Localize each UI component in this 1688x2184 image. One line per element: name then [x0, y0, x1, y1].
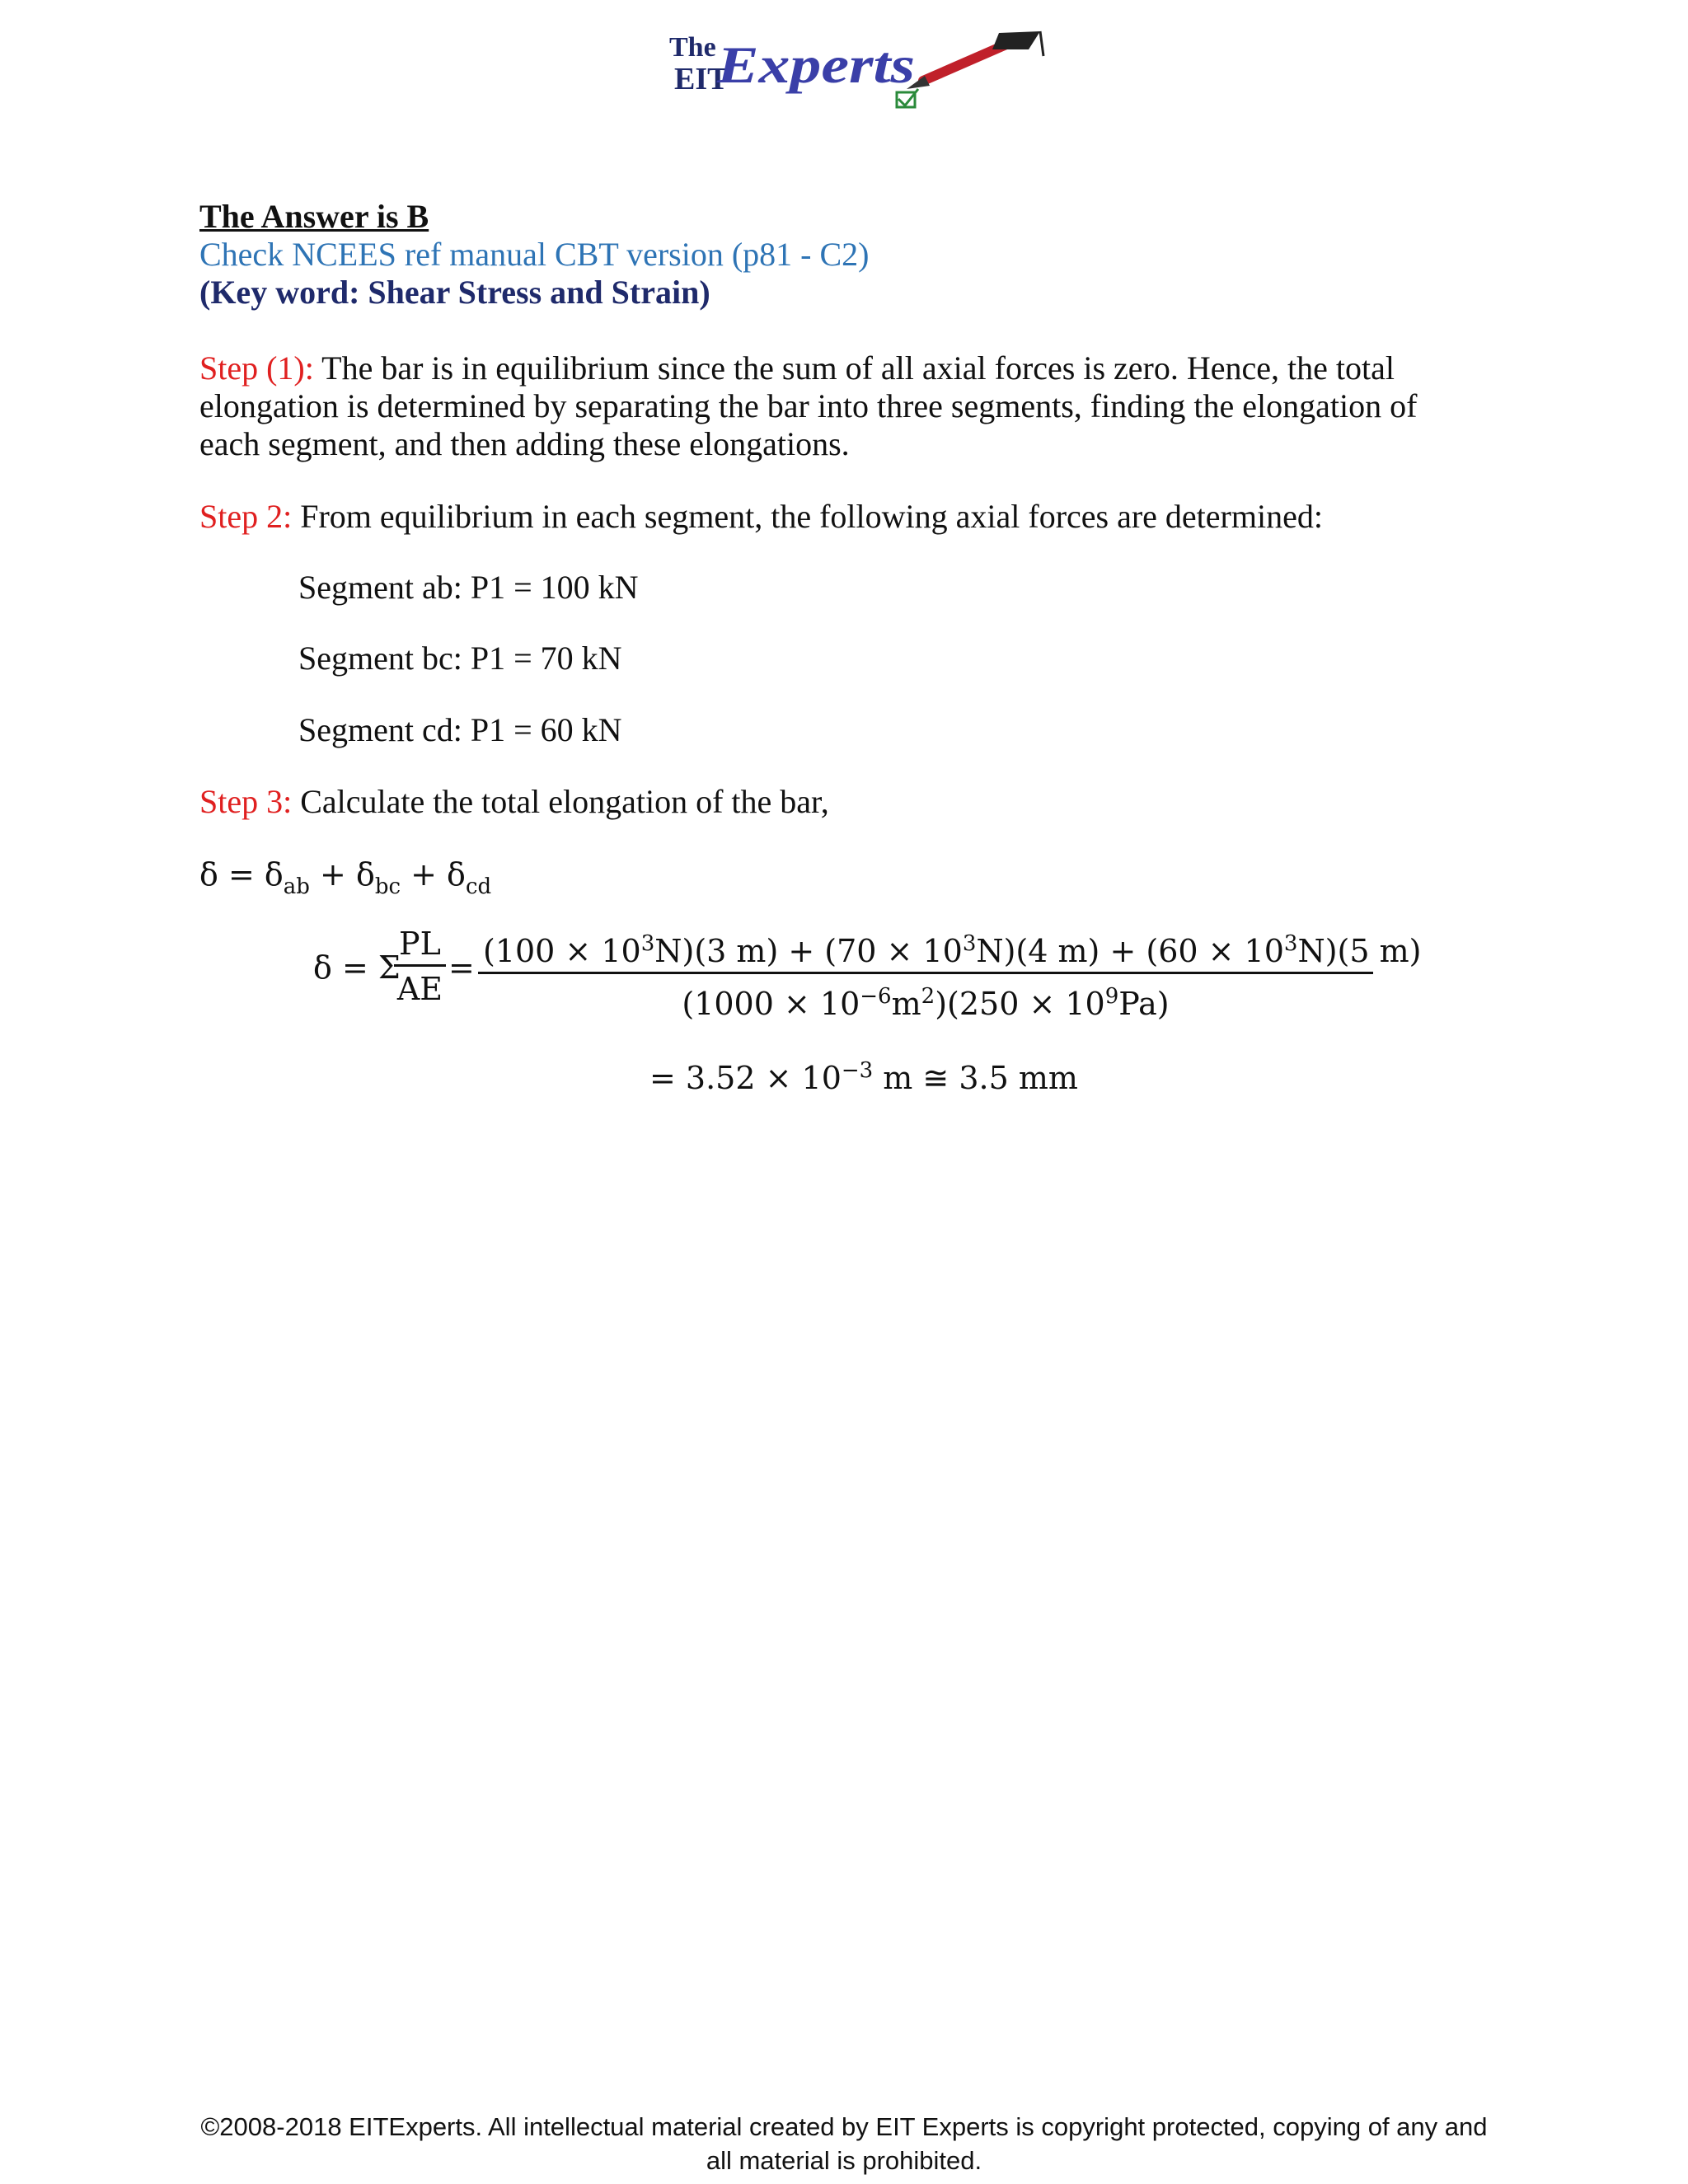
step-3-paragraph — [199, 783, 1485, 821]
copyright-footer — [0, 2110, 1688, 2177]
keyword-note: (Key word: Shear Stress and Strain) — [199, 274, 710, 311]
graduation-pen-icon — [907, 31, 1043, 89]
segment-ab: Segment ab: P1 = 100 kN — [298, 569, 639, 606]
copyright-line-1: ©2008-2018 EITExperts. All intellectual material created by EIT Experts is copyright protected, copying of any and — [200, 2112, 1488, 2141]
step-3-label: Step 3: — [199, 783, 293, 820]
step-1-paragraph — [199, 349, 1485, 463]
logo-experts: Experts — [715, 35, 915, 94]
step-2-paragraph — [199, 498, 1485, 536]
answer-heading: The Answer is B — [199, 198, 429, 235]
elongation-result: = $3.52 \times 10^{-3}$ m ≅ 3.5 mm — [649, 1058, 1078, 1096]
eit-experts-logo — [659, 16, 1047, 115]
document-page: The EIT Experts The Answer is B Check NCEES ref manual CBT version (p81 - C2) (Key word: Shear Stress and Strain) Step (1): The bar is in equilibrium since the sum of all axial forces is zero. Hence, the total elongation is determined by separating the bar into three segments, finding the elongation of each segment, and then adding these elongations. Step 2: From equilibrium in each segment, the following axial forces are determined: Segment ab: P1 = 100 kN Segment bc: P1 = 70 kN Segment cd: P1 = 60 kN Step 3: Calculate the total elongation of the bar, $\delta = \delta_{ab} + \delta_{bc} + \delta_{cd}$ δ = Σ $\frac{PL}{AE}$ = $\frac{(100 \times 10^3N)(3 m) + (70 \times 10^3N)(4 m) + (60 \times 10^3N)(5 m)}{(1000 \times 10^{-6}m^2)(250 \times 10^9Pa)}$ = $3.52 \times 10^{-3}$ m ≅ 3.5 mm ©2008-2018 EITExperts. All intellectual material created by EIT Experts is copyright protected, copying of any and all material is prohibited. — [0, 0, 1688, 2184]
reference-note: Check NCEES ref manual CBT version (p81 - C2) — [199, 236, 870, 273]
sum-lhs: δ = Σ — [313, 949, 401, 986]
logo-eit: EIT — [674, 62, 729, 96]
total-elongation-equation: $\delta = \delta_{ab} + \delta_{bc} + \delta_{cd}$ — [199, 856, 492, 899]
copyright-line-2: all material is prohibited. — [706, 2146, 982, 2175]
logo-the: The — [669, 32, 716, 63]
segment-bc: Segment bc: P1 = 70 kN — [298, 640, 622, 677]
step-1-label: Step (1): — [199, 349, 314, 387]
fraction-denominator: $(1000 \times 10^{-6}m^2)(250 \times 10^9Pa)$ — [682, 984, 1170, 1022]
step-3-text: Calculate the total elongation of the bar, — [292, 783, 829, 820]
step-2-label: Step 2: — [199, 498, 293, 535]
segment-cd: Segment cd: P1 = 60 kN — [298, 711, 622, 748]
step-2-text: From equilibrium in each segment, the following axial forces are determined: — [292, 498, 1323, 535]
fraction-numerator: $(100 \times 10^3N)(3$ $m) + (70 \times 10^3N)(4$ $m) + (60 \times 10^3N)(5$ m) — [478, 923, 1373, 974]
equals-sign: = — [448, 949, 475, 986]
checkbox-icon — [897, 89, 918, 107]
step-1-text: The bar is in equilibrium since the sum of all axial forces is zero. Hence, the total elongation is determined by separating the bar into three segments, finding the elongation of each segment, and then adding these elongations. — [199, 349, 1418, 462]
